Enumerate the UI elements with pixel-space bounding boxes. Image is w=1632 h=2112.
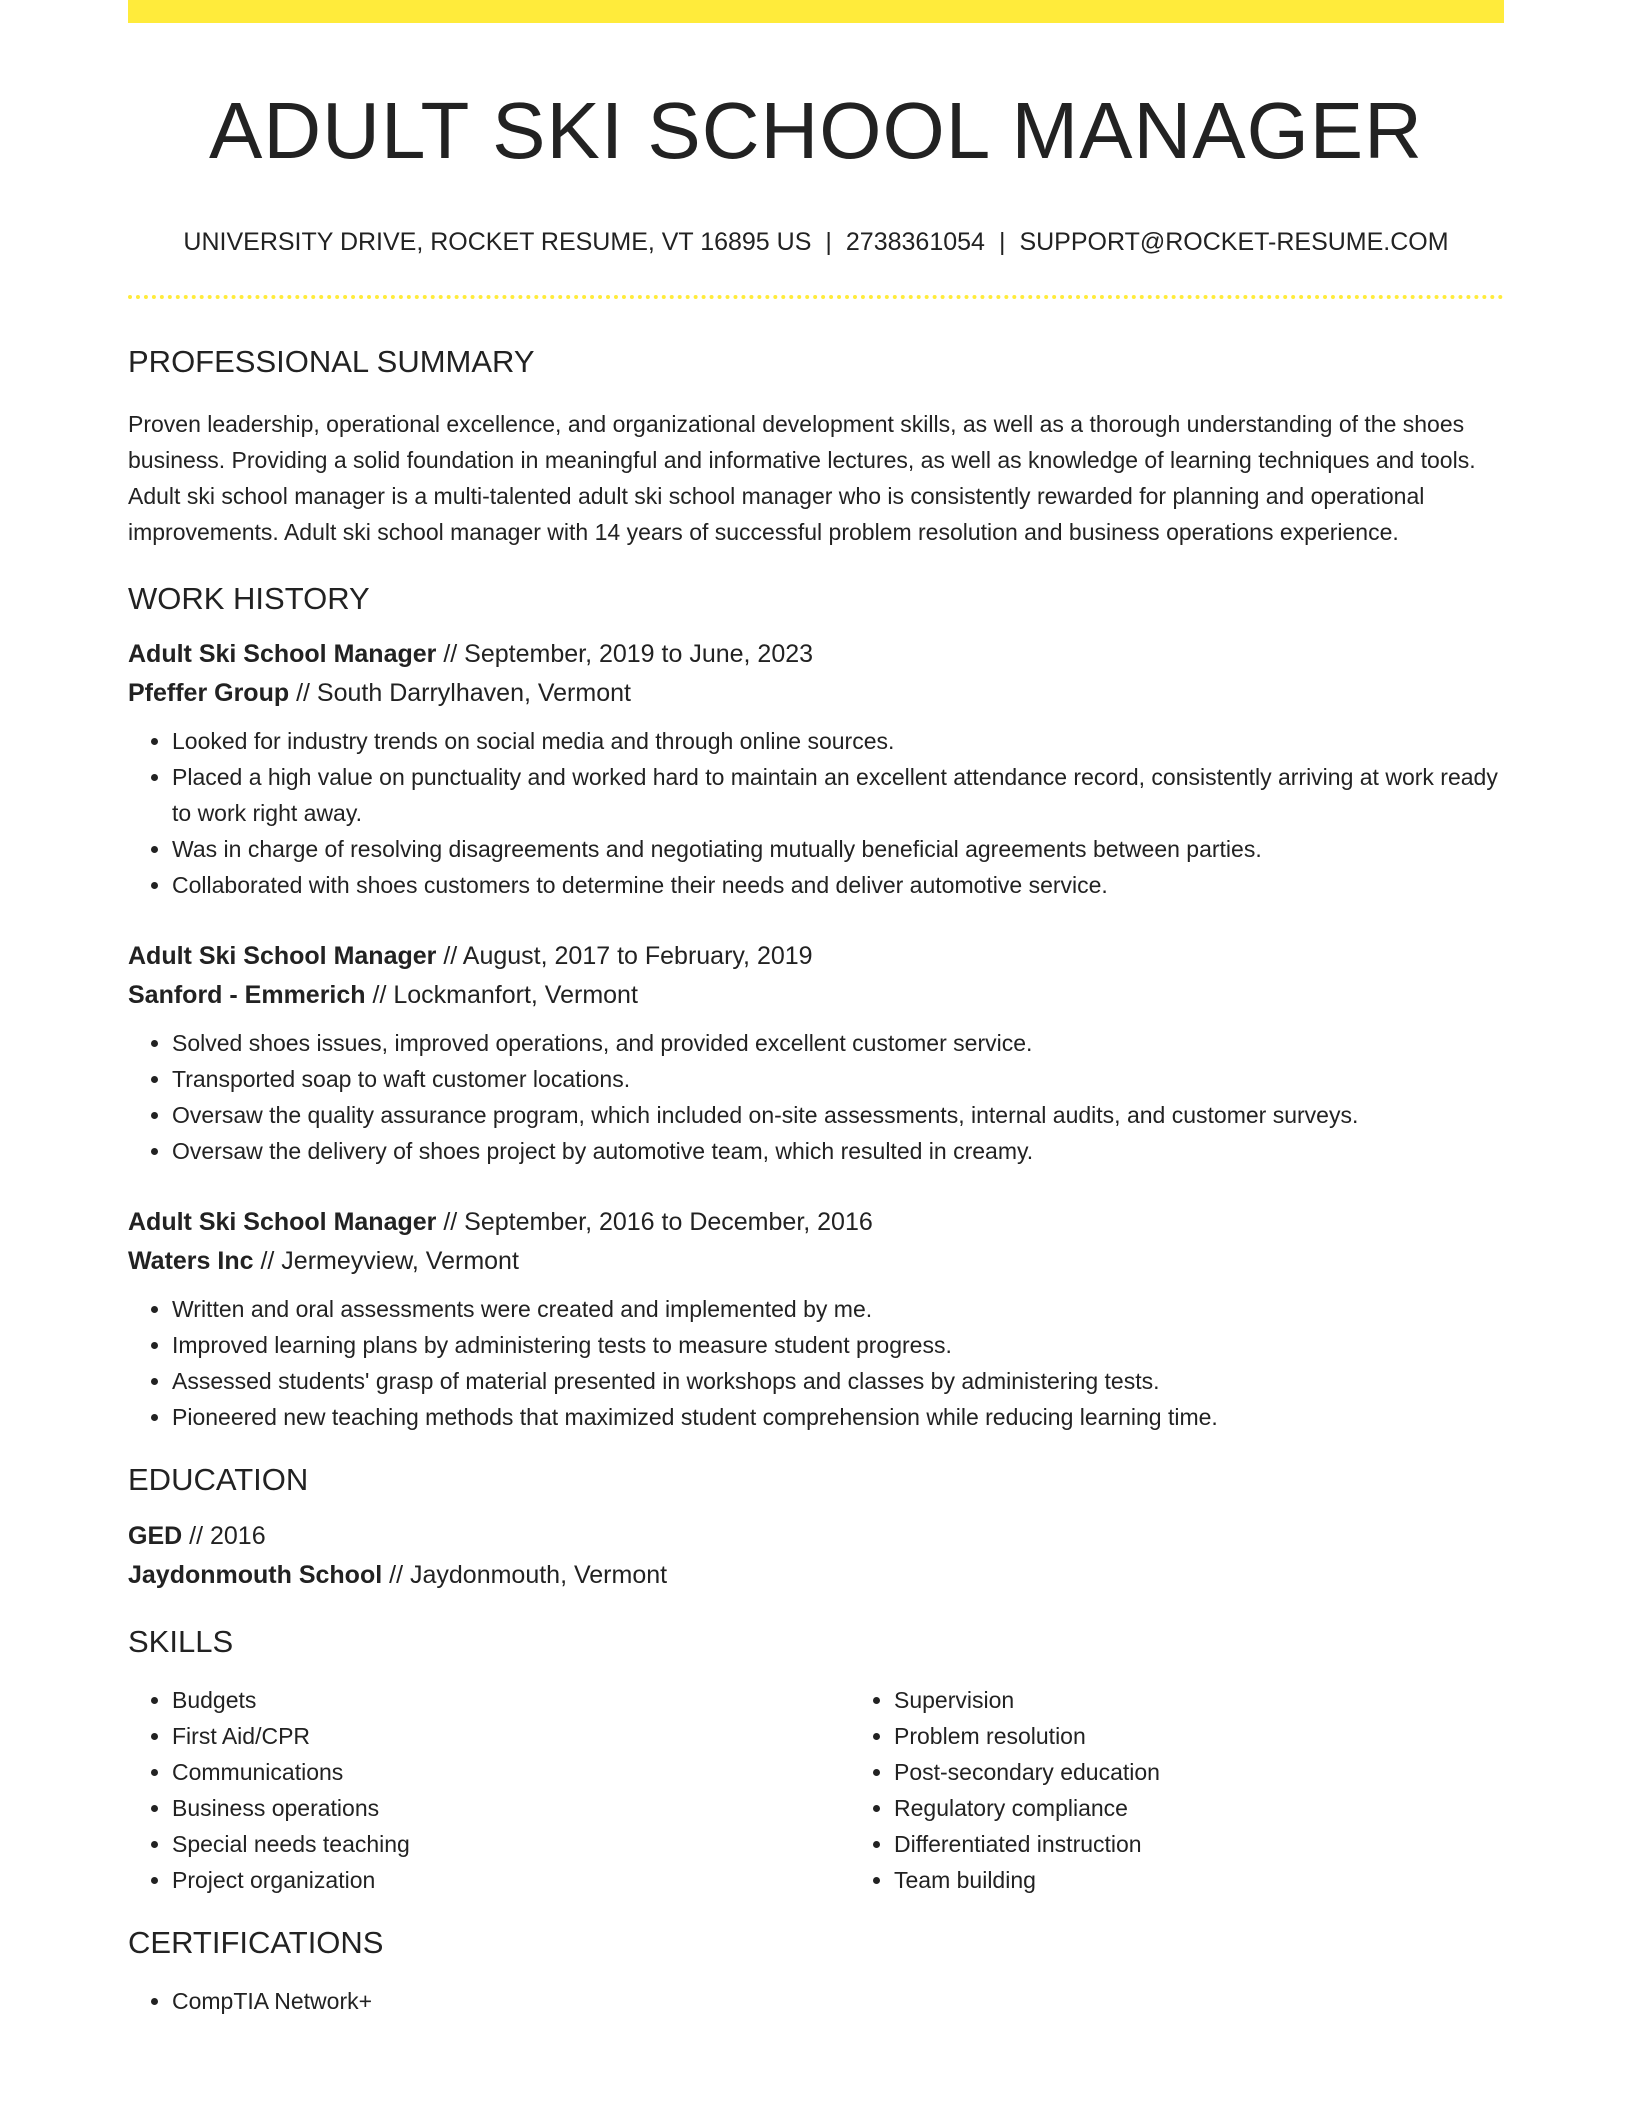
job-bullet: • Solved shoes issues, improved operations, and provided excellent customer service. [172, 1025, 1504, 1061]
job-bullet: • Assessed students' grasp of material presented in workshops and classes by administering tests. [172, 1363, 1504, 1399]
work-history-title: WORK HISTORY [128, 581, 370, 617]
skills-title: SKILLS [128, 1623, 234, 1659]
job-role-line [128, 1203, 1504, 1242]
skills-list-right [850, 1682, 1572, 1898]
skill-item: • Supervision [894, 1682, 1572, 1718]
skill-item: • First Aid/CPR [172, 1718, 850, 1754]
education-location: // Jaydonmouth, Vermont [389, 1560, 668, 1589]
certification-item: • CompTIA Network+ [172, 1983, 1504, 2019]
contact-separator: | [998, 228, 1006, 256]
job-location: // Jermeyview, Vermont [260, 1247, 519, 1276]
job-role: Adult Ski School Manager [128, 942, 437, 971]
skill-item: • Communications [172, 1754, 850, 1790]
job-bullet: • Oversaw the delivery of shoes project by automotive team, which resulted in creamy. [172, 1133, 1504, 1169]
job-bullet: • Collaborated with shoes customers to determine their needs and deliver automotive service. [172, 867, 1504, 903]
job-company-line [128, 674, 1504, 713]
education-degree-line [128, 1517, 1504, 1556]
job-bullets [128, 1025, 1504, 1169]
skill-item: • Business operations [172, 1790, 850, 1826]
candidate-name: ADULT SKI SCHOOL MANAGER [209, 86, 1423, 175]
job-dates: // August, 2017 to February, 2019 [443, 942, 813, 971]
skill-item: • Post-secondary education [894, 1754, 1572, 1790]
job-location: // Lockmanfort, Vermont [372, 981, 638, 1010]
skill-item: • Problem resolution [894, 1718, 1572, 1754]
job-company-line [128, 1242, 1504, 1281]
dotted-divider [128, 295, 1504, 299]
job-company: Pfeffer Group [128, 679, 290, 708]
education-title: EDUCATION [128, 1462, 309, 1498]
education-school: Jaydonmouth School [128, 1560, 383, 1589]
job-company-line [128, 976, 1504, 1015]
skills-columns [128, 1682, 1504, 1898]
job-bullet: • Looked for industry trends on social media and through online sources. [172, 723, 1504, 759]
job-entry [128, 1203, 1504, 1435]
job-location: // South Darrylhaven, Vermont [296, 679, 631, 708]
contact-separator: | [825, 228, 832, 256]
education-degree: GED [128, 1521, 183, 1550]
job-bullet: • Transported soap to waft customer locations. [172, 1061, 1504, 1097]
job-role-line [128, 937, 1504, 976]
skill-item: • Team building [894, 1862, 1572, 1898]
contact-line [128, 227, 1504, 257]
certifications-title: CERTIFICATIONS [128, 1924, 384, 1960]
job-company: Waters Inc [128, 1247, 254, 1276]
job-bullets [128, 723, 1504, 903]
accent-bar [128, 0, 1504, 23]
job-dates: // September, 2016 to December, 2016 [443, 1208, 873, 1237]
job-bullet: • Written and oral assessments were created and implemented by me. [172, 1291, 1504, 1327]
job-role: Adult Ski School Manager [128, 640, 437, 669]
job-bullet: • Was in charge of resolving disagreements and negotiating mutually beneficial agreements between parties. [172, 831, 1504, 867]
resume-page [128, 0, 1504, 2019]
job-role: Adult Ski School Manager [128, 1208, 437, 1237]
summary-text: Proven leadership, operational excellence, and organizational development skills, as well as a thorough understanding of the shoes business. Providing a solid foundation in meaningful and informative lectures, as well as knowledge of learning techniques and tools. Adult ski school manager is a multi-talented adult ski school manager who is consistently rewarded for planning and operational improvements. Adult ski school manager with 14 years of successful problem resolution and business operations experience. [128, 411, 1476, 546]
skills-list-left [128, 1682, 850, 1898]
contact-phone: 2738361054 [845, 228, 985, 256]
job-bullets [128, 1291, 1504, 1435]
education-entry [128, 1517, 1504, 1595]
contact-email: SUPPORT@ROCKET-RESUME.COM [1019, 228, 1449, 256]
job-bullet: • Placed a high value on punctuality and worked hard to maintain an excellent attendance record, consistently arriving at work ready to work right away. [172, 759, 1504, 831]
certifications-list [128, 1983, 1504, 2019]
job-entry [128, 635, 1504, 903]
education-year: // 2016 [189, 1521, 266, 1550]
skill-item: • Project organization [172, 1862, 850, 1898]
job-entry [128, 937, 1504, 1169]
skill-item: • Special needs teaching [172, 1826, 850, 1862]
job-role-line [128, 635, 1504, 674]
job-company: Sanford - Emmerich [128, 981, 366, 1010]
job-dates: // September, 2019 to June, 2023 [443, 640, 814, 669]
job-bullet: • Oversaw the quality assurance program, which included on-site assessments, internal audits, and customer surveys. [172, 1097, 1504, 1133]
job-bullet: • Pioneered new teaching methods that maximized student comprehension while reducing learning time. [172, 1399, 1504, 1435]
skill-item: • Differentiated instruction [894, 1826, 1572, 1862]
education-school-line [128, 1556, 1504, 1595]
job-bullet: • Improved learning plans by administering tests to measure student progress. [172, 1327, 1504, 1363]
skill-item: • Regulatory compliance [894, 1790, 1572, 1826]
summary-title: PROFESSIONAL SUMMARY [128, 344, 535, 379]
skill-item: • Budgets [172, 1682, 850, 1718]
contact-address: UNIVERSITY DRIVE, ROCKET RESUME, VT 16895 US [183, 228, 812, 256]
